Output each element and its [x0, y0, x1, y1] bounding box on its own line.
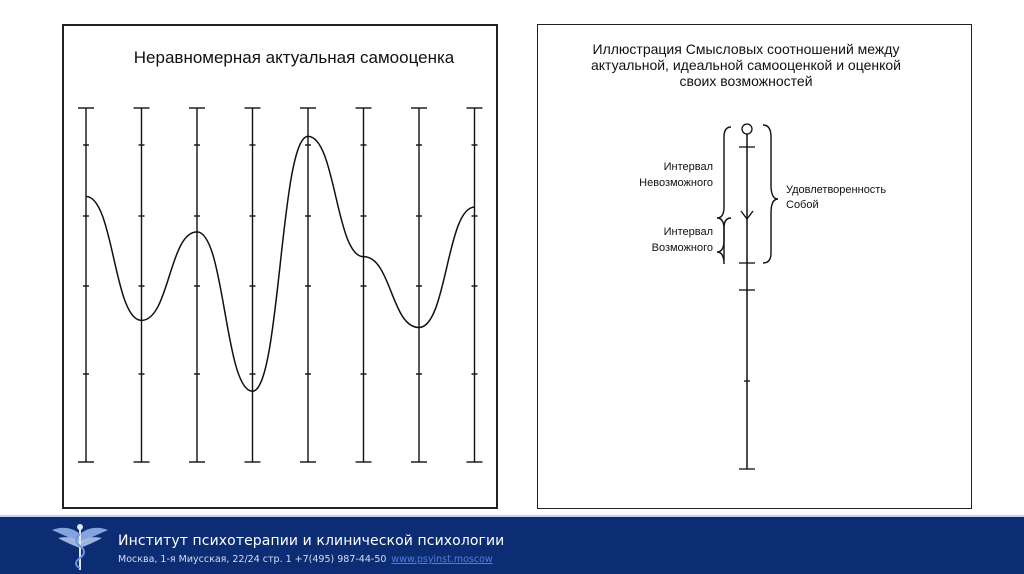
ideal-self-esteem-marker	[742, 124, 752, 134]
left-diagram-panel	[62, 24, 498, 509]
self-esteem-relations-diagram	[538, 25, 973, 510]
satisfaction-label-1: Удовлетворенность	[786, 184, 887, 196]
uneven-self-esteem-diagram	[64, 26, 500, 511]
interval-possible-label-1: Интервал	[663, 226, 713, 238]
institute-address-line	[118, 554, 493, 565]
right-title-line-2: актуальной, идеальной самооценкой и оценкой	[590, 57, 902, 73]
institute-address: Москва, 1-я Миусская, 22/24 стр. 1 +7(495) 987-44-50	[118, 554, 387, 565]
right-diagram-panel	[537, 24, 972, 509]
institute-name: Институт психотерапии и клинической психологии	[118, 533, 505, 549]
institute-logo-icon	[50, 520, 110, 572]
self-esteem-curve	[86, 136, 475, 391]
left-diagram-title: Неравномерная актуальная самооценка	[133, 48, 455, 67]
right-title-line-3: своих возможностей	[679, 73, 813, 89]
right-title-line-1: Иллюстрация Смысловых соотношений между	[592, 41, 900, 57]
satisfaction-brace	[763, 125, 778, 263]
institute-website-link[interactable]: www.psyinst.moscow	[391, 554, 493, 565]
scales-group	[78, 108, 483, 462]
satisfaction-label-2: Собой	[786, 199, 819, 211]
interval-possible-label-2: Возможного	[651, 242, 713, 254]
interval-impossible-label-1: Интервал	[663, 161, 713, 173]
interval-impossible-label-2: Невозможного	[639, 177, 713, 189]
